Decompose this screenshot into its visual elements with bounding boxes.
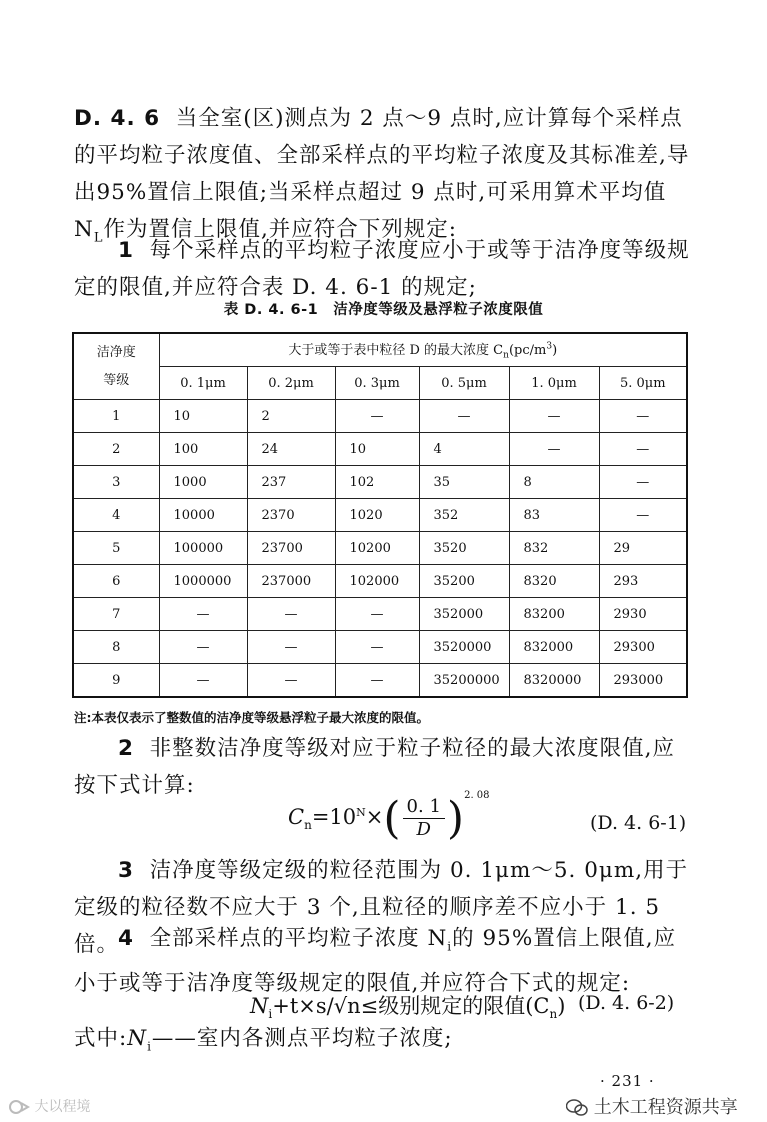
value-cell: 35200000 — [419, 664, 509, 698]
table-row — [73, 532, 687, 565]
value-cell: 8320 — [509, 565, 599, 598]
grade-cell: 5 — [73, 532, 159, 565]
value-cell: 35 — [419, 466, 509, 499]
value-cell: 35200 — [419, 565, 509, 598]
value-cell: 83 — [509, 499, 599, 532]
value-cell: 102 — [335, 466, 419, 499]
value-cell: 10000 — [159, 499, 247, 532]
table-note: 注:本表仅表示了整数值的洁净度等级悬浮粒子最大浓度的限值。 — [74, 710, 430, 725]
item-4: 4 全部采样点的平均粒子浓度 $N_i$的 95%置信上限值,应小于或等于洁净度等级规定的限值,并应符合下式的规定: — [74, 926, 677, 997]
item-4-number: 4 — [118, 926, 134, 951]
value-cell: 293 — [599, 565, 687, 598]
item-1-text: 每个采样点的平均粒子浓度应小于或等于洁净度等级规定的限值,并应符合表 D. 4. 6-1 的规定; — [74, 238, 690, 300]
value-cell: 3520 — [419, 532, 509, 565]
value-cell: 10200 — [335, 532, 419, 565]
formula-exponent: 2. 08 — [464, 790, 490, 801]
size-header: 5. 0μm — [599, 367, 687, 400]
value-cell: — — [509, 400, 599, 433]
concentration-table — [72, 332, 688, 698]
table-row — [73, 664, 687, 698]
value-cell: — — [599, 466, 687, 499]
value-cell: — — [335, 631, 419, 664]
value-cell: 23700 — [247, 532, 335, 565]
value-cell: 237 — [247, 466, 335, 499]
section-text-sub: L — [93, 230, 104, 246]
grade-cell: 7 — [73, 598, 159, 631]
item-2-text: 非整数洁净度等级对应于粒子粒径的最大浓度限值,应按下式计算: — [74, 736, 675, 798]
value-cell: 1000 — [159, 466, 247, 499]
item-3-text: 洁净度等级定级的粒径范围为 0. 1μm～5. 0μm,用于定级的粒径数不应大于 3 个,且粒径的顺序差不应小于 1. 5 倍。 — [74, 858, 689, 957]
value-cell: 100000 — [159, 532, 247, 565]
value-cell: 83200 — [509, 598, 599, 631]
value-cell: 102000 — [335, 565, 419, 598]
section-number: D. 4. 6 — [74, 106, 161, 131]
value-cell: — — [335, 400, 419, 433]
value-cell: 832 — [509, 532, 599, 565]
item-1-number: 1 — [118, 238, 134, 263]
grade-cell: 3 — [73, 466, 159, 499]
watermark-right: 土木工程资源共享 — [566, 1093, 738, 1119]
value-cell: — — [599, 400, 687, 433]
value-cell: — — [159, 598, 247, 631]
value-cell: 10 — [335, 433, 419, 466]
value-cell: 832000 — [509, 631, 599, 664]
size-header: 0. 2μm — [247, 367, 335, 400]
size-header: 0. 5μm — [419, 367, 509, 400]
grade-cell: 8 — [73, 631, 159, 664]
value-cell: 8 — [509, 466, 599, 499]
grade-header: 洁净度 等级 — [73, 333, 159, 400]
value-cell: — — [509, 433, 599, 466]
value-cell: — — [335, 664, 419, 698]
formula-d461-label: (D. 4. 6-1) — [590, 812, 687, 834]
table-row — [73, 598, 687, 631]
value-cell: — — [247, 598, 335, 631]
value-cell: — — [159, 664, 247, 698]
logo-icon — [8, 1099, 30, 1115]
table-row — [73, 400, 687, 433]
value-cell: 29300 — [599, 631, 687, 664]
value-cell: — — [599, 433, 687, 466]
table-row — [73, 631, 687, 664]
value-cell: — — [247, 664, 335, 698]
grade-cell: 1 — [73, 400, 159, 433]
value-cell: 29 — [599, 532, 687, 565]
value-cell: — — [419, 400, 509, 433]
item-1 — [74, 232, 694, 306]
item-3-number: 3 — [118, 858, 134, 883]
wechat-icon — [566, 1099, 588, 1117]
value-cell: 4 — [419, 433, 509, 466]
formula-d461: $C_n=10^N\times$( $\frac{0. 1}{D}$ )$^{2. 08}$ — [288, 790, 490, 844]
value-cell: 24 — [247, 433, 335, 466]
value-cell: 3520000 — [419, 631, 509, 664]
value-cell: 10 — [159, 400, 247, 433]
value-cell: 352 — [419, 499, 509, 532]
formula-d462: $N_i+t\times s/√n\le$级别规定的限值$(C_n)$ — [250, 994, 566, 1022]
formula-d462-label: (D. 4. 6-2) — [578, 992, 675, 1014]
value-cell: 2370 — [247, 499, 335, 532]
table-row — [73, 433, 687, 466]
grade-cell: 2 — [73, 433, 159, 466]
value-cell: 2930 — [599, 598, 687, 631]
size-header: 0. 3μm — [335, 367, 419, 400]
section-text: 当全室(区)测点为 2 点～9 点时,应计算每个采样点的平均粒子浓度值、全部采样点的平均粒子浓度及其标准差,导出95%置信上限值;当采样点超过 9 点时,可采用算术平均值 N — [74, 106, 690, 242]
table-header-row — [73, 333, 687, 367]
value-cell: — — [599, 499, 687, 532]
table-caption: 表 D. 4. 6-1 洁净度等级及悬浮粒子浓度限值 — [223, 302, 544, 318]
watermark-left: 大以程境 — [8, 1096, 90, 1116]
value-cell: 8320000 — [509, 664, 599, 698]
size-header: 0. 1μm — [159, 367, 247, 400]
table-row — [73, 466, 687, 499]
page-number: · 231 · — [600, 1072, 655, 1090]
value-cell: 100 — [159, 433, 247, 466]
value-cell: 293000 — [599, 664, 687, 698]
section-text-tail: 作为置信上限值,并应符合下列规定: — [103, 217, 458, 242]
item-4-text: 全部采样点的平均粒子浓度 N — [149, 926, 448, 951]
grade-cell: 6 — [73, 565, 159, 598]
definition: 式中$:N_i——$室内各测点平均粒子浓度; — [74, 1026, 453, 1054]
grade-cell: 4 — [73, 499, 159, 532]
value-cell: 352000 — [419, 598, 509, 631]
value-cell: 1000000 — [159, 565, 247, 598]
item-2-number: 2 — [118, 736, 134, 761]
concentration-header: 大于或等于表中粒径 D 的最大浓度 $C_n(pc/m^3)$ — [159, 333, 687, 367]
table-row — [73, 499, 687, 532]
value-cell: — — [247, 631, 335, 664]
table-row — [73, 565, 687, 598]
size-header: 1. 0μm — [509, 367, 599, 400]
grade-cell: 9 — [73, 664, 159, 698]
value-cell: — — [159, 631, 247, 664]
value-cell: 237000 — [247, 565, 335, 598]
value-cell: — — [335, 598, 419, 631]
item-4-tail: 的 95%置信上限值,应小于或等于洁净度等级规定的限值,并应符合下式的规定: — [74, 926, 677, 997]
value-cell: 2 — [247, 400, 335, 433]
value-cell: 1020 — [335, 499, 419, 532]
size-header-row — [73, 367, 687, 400]
